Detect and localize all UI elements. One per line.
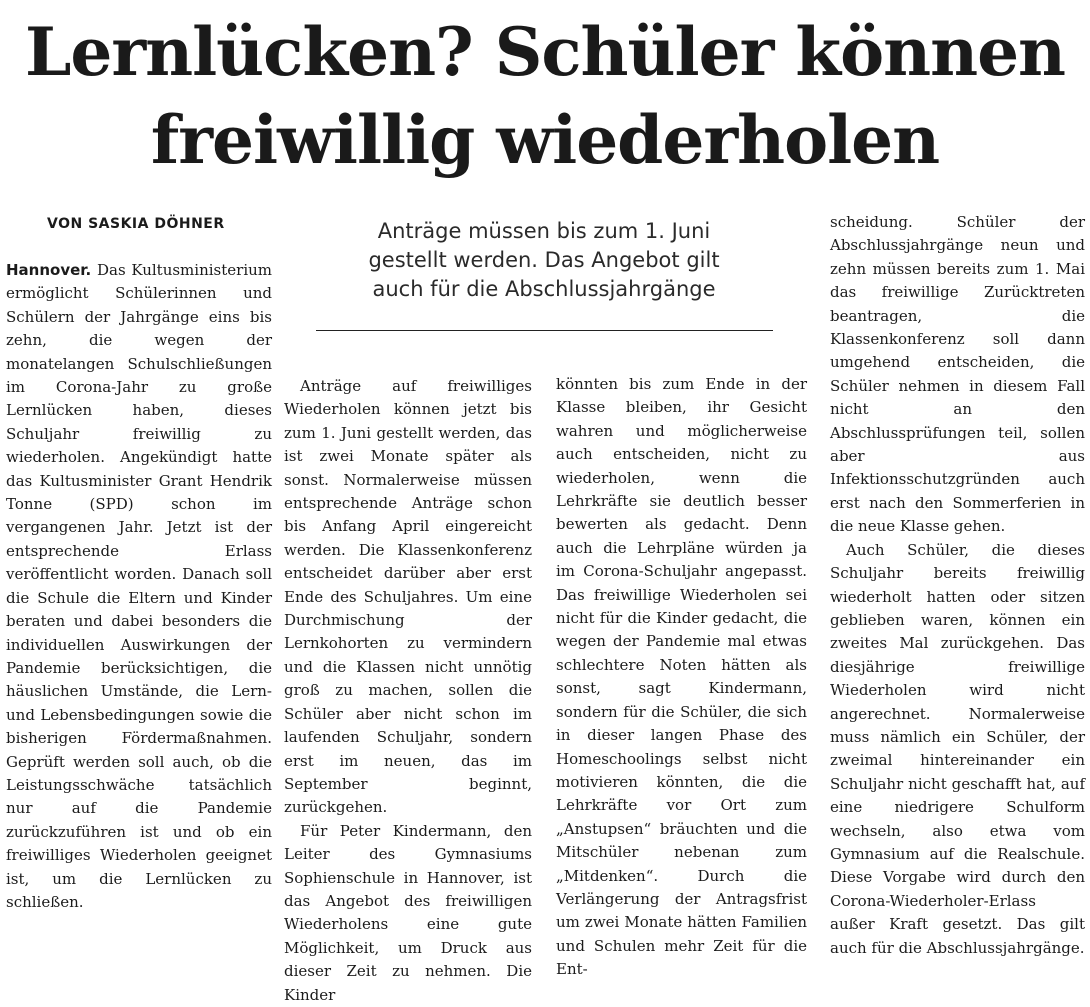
headline [0,8,1090,184]
article-paragraph: Für Peter Kindermann, den Leiter des Gymnasiums Sophienschule in Hannover, ist das Angebot des freiwilligen Wiederholens eine gute Möglichkeit, um Druck aus dieser Zeit zu nehmen. Die Kinder [284,821,532,1004]
article-paragraph: könnten bis zum Ende in der Klasse bleiben, ihr Gesicht wahren und möglicherweise auch entscheiden, nicht zu wiederholen, wenn die Lehrkräfte sie deutlich besser bewerten als gedacht. Denn auch die Lehrpläne würden ja im Corona-Schuljahr angepasst. Das freiwillige Wiederholen sei nicht für die Kinder gedacht, die wegen der Pandemie mal etwas schlechtere Noten hätten als sonst, sagt Kindermann, sondern für die Schüler, die sich in dieser langen Phase des Homeschoolings selbst nicht motivieren könnten, die die Lehrkräfte vor Ort zum „Anstupsen“ bräuchten und die Mitschüler nebenan zum „Mitdenken“. Durch die Verlängerung der Antragsfrist um zwei Monate hätten Familien und Schulen mehr Zeit für die Ent- [556,375,807,979]
article-column-2 [284,375,532,1007]
subheadline-line-2: gestellt werden. Das Angebot gilt [368,248,720,272]
article-paragraph: Auch Schüler, die dieses Schuljahr bereits freiwillig wiederholt hatten oder sitzen geblieben waren, können ein zweites Mal zurückgehen. Das diesjährige freiwillige Wiederholen wird nicht angerechnet. Normalerweise muss nämlich ein Schüler, der zweimal hintereinander ein Schuljahr nicht geschafft hat, auf eine niedrigere Schulform wechseln, also etwa vom Gymnasium auf die Realschule. Diese Vorgabe wird durch den Corona-Wiederholer-Erlass außer Kraft gesetzt. Das gilt auch für die Abschlussjahrgänge. [830,540,1085,957]
subheadline-line-1: Anträge müssen bis zum 1. Juni [377,219,711,243]
article-paragraph [6,259,272,914]
article-column-1 [6,259,272,914]
article-column-4 [830,211,1085,960]
dateline: Hannover. [6,261,92,279]
byline: VON SASKIA DÖHNER [47,216,225,232]
subheadline-divider [316,330,773,331]
headline-line-2: freiwillig wiederholen [150,101,940,179]
paragraph-text: Das Kultusministerium ermöglicht Schülerinnen und Schülern der Jahrgänge eins bis zehn, die wegen der monatelangen Schulschließungen im Corona-Jahr zu große Lernlücken haben, dieses Schuljahr freiwillig zu wiederholen. Angekündigt hatte das Kultusminister Grant Hendrik Tonne (SPD) schon im vergangenen Jahr. Jetzt ist der entsprechende Erlass veröffentlicht worden. Danach soll die Schule die Eltern und Kinder beraten und dabei besonders die individuellen Auswirkungen der Pandemie berücksichtigen, die häuslichen Umstände, die Lern- und Lebensbedingungen sowie die bisherigen Fördermaßnahmen. Geprüft werden soll auch, ob die Leistungsschwäche tatsächlich nur auf die Pandemie zurückzuführen ist und ob ein freiwilliges Wiederholen geeignet ist, um die Lernlücken zu schließen. [6,261,272,911]
subheadline-line-3: auch für die Abschlussjahrgänge [372,277,716,301]
article-paragraph: scheidung. Schüler der Abschlussjahrgänge neun und zehn müssen bereits zum 1. Mai das freiwillige Zurücktreten beantragen, die Klassenkonferenz soll dann umgehend entscheiden, die Schüler nehmen in diesem Fall nicht an den Abschlussprüfungen teil, sollen aber aus Infektionsschutzgründen auch erst nach den Sommerferien in die neue Klasse gehen. [830,213,1085,536]
article-column-3 [556,373,807,982]
headline-line-1: Lernlücken? Schüler können [24,13,1066,91]
article-paragraph: Anträge auf freiwilliges Wiederholen können jetzt bis zum 1. Juni gestellt werden, das ist zwei Monate später als sonst. Normalerweise müssen entsprechende Anträge schon bis Anfang April eingereicht werden. Die Klassenkonferenz entscheidet darüber aber erst Ende des Schuljahres. Um eine Durchmischung der Lernkohorten zu vermindern und die Klassen nicht unnötig groß zu machen, sollen die Schüler aber nicht schon im laufenden Schuljahr, sondern erst im neuen, das im September beginnt, zurückgehen. [284,377,532,817]
subheadline [300,217,788,304]
